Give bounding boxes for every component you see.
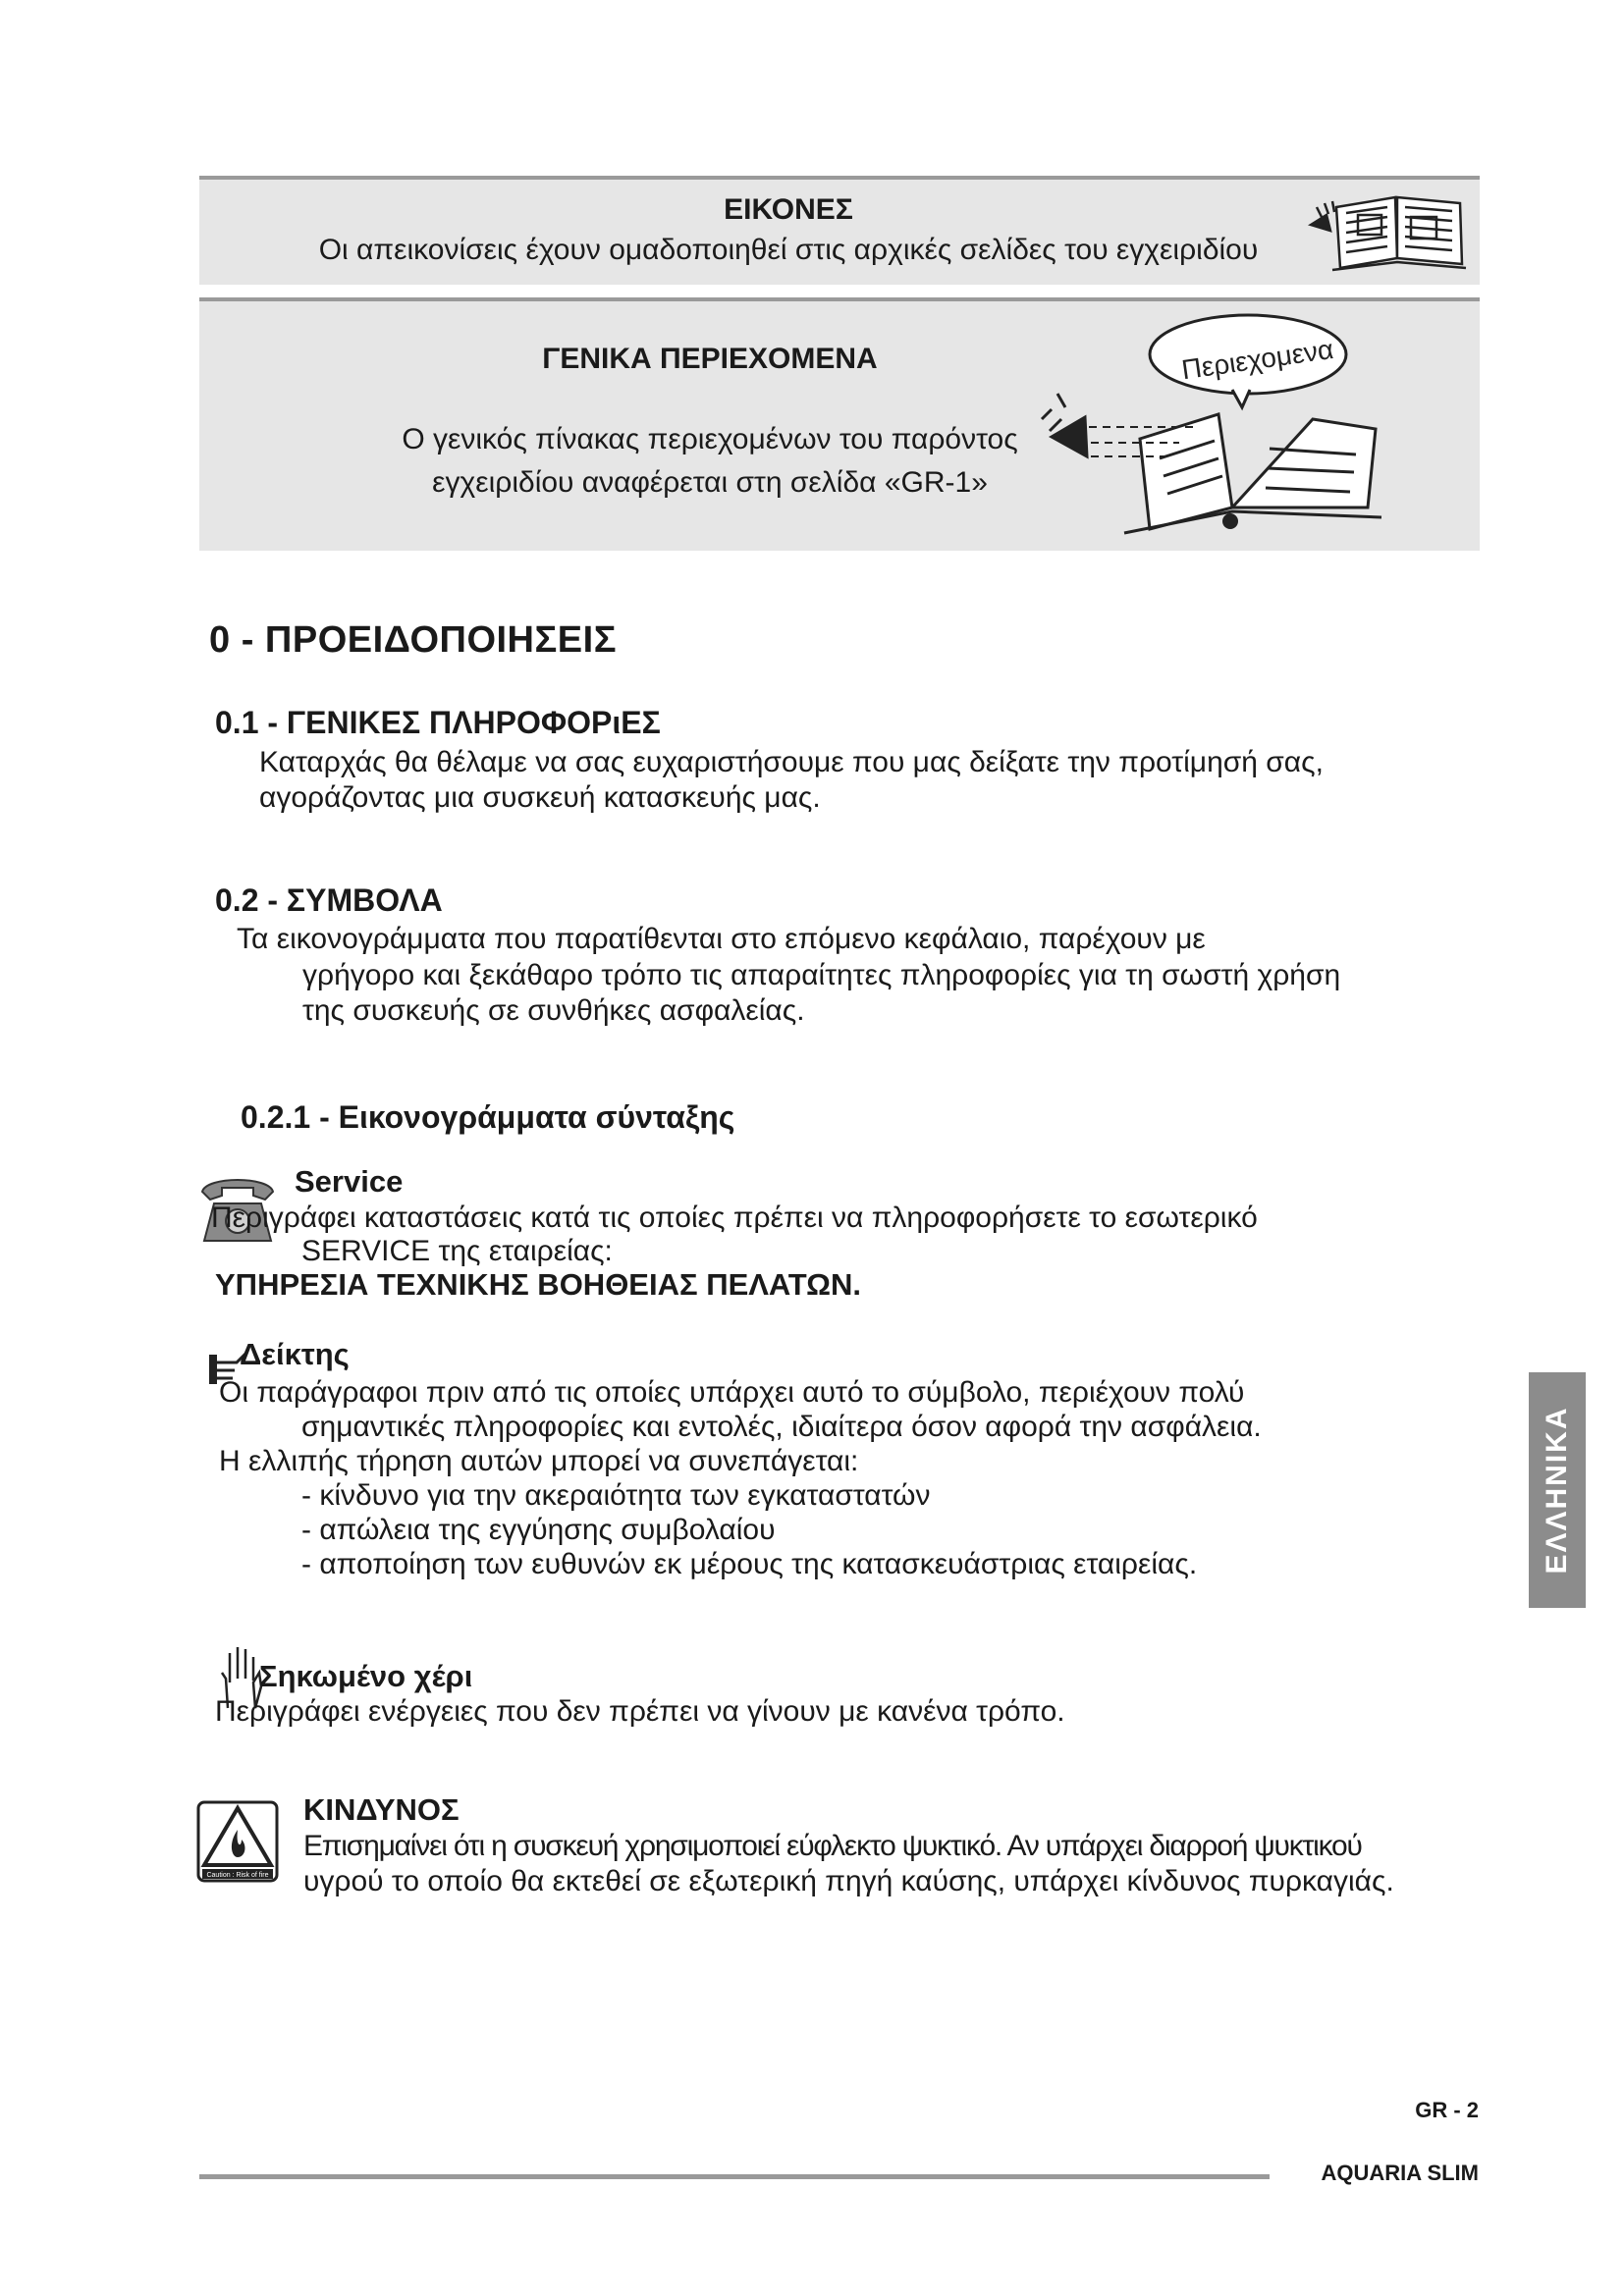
section-title: 0 - ΠΡΟΕΙΔΟΠΟΙΗΣΕΙΣ bbox=[209, 619, 618, 661]
model-name: AQUARIA SLIM bbox=[1321, 2161, 1479, 2185]
images-text: Οι απεικονίσεις έχουν ομαδοποιηθεί στις αρχικές σελίδες του εγχειριδίου bbox=[318, 234, 1259, 266]
pointer-bullet: - κίνδυνο για την ακεραιότητα των εγκαταστατών bbox=[301, 1479, 931, 1512]
fire-warning-icon bbox=[196, 1800, 279, 1883]
subsection-0-1-line-1: Καταρχάς θα θέλαμε να σας ευχαριστήσουμε που μας δείξατε την προτίμησή σας, bbox=[259, 746, 1324, 778]
fire-warning-caption: Caution : Risk of fire bbox=[206, 1872, 269, 1879]
pointer-line-2: σημαντικές πληροφορίες και εντολές, ιδιαίτερα όσον αφορά την ασφάλεια. bbox=[301, 1411, 1262, 1443]
subsection-0-2-line-1: Τα εικονογράμματα που παρατίθενται στο επόμενο κεφάλαιο, παρέχουν με bbox=[237, 923, 1206, 955]
raised-hand-title: Σηκωμένο χέρι bbox=[259, 1659, 473, 1693]
images-title: ΕΙΚΟΝΕΣ bbox=[724, 193, 853, 226]
contents-line-1: Ο γενικός πίνακας περιεχομένων του παρόντος bbox=[402, 423, 1018, 455]
contents-line-2: εγχειριδίου αναφέρεται στη σελίδα «GR-1» bbox=[432, 466, 988, 499]
danger-title: ΚΙΝΔΥΝΟΣ bbox=[303, 1792, 460, 1827]
pointer-bullet: - απώλεια της εγγύησης συμβολαίου bbox=[301, 1514, 776, 1546]
danger-line-2: υγρού το οποίο θα εκτεθεί σε εξωτερική πηγή καύσης, υπάρχει κίνδυνος πυρκαγιάς. bbox=[303, 1865, 1394, 1897]
pointer-bullet: - αποποίηση των ευθυνών εκ μέρους της κατασκευάστριας εταιρείας. bbox=[301, 1548, 1198, 1580]
pointer-title: Δείκτης bbox=[240, 1337, 350, 1371]
service-line-3: ΥΠΗΡΕΣΙΑ ΤΕΧΝΙΚΗΣ ΒΟΗΘΕΙΑΣ ΠΕΛΑΤΩΝ. bbox=[215, 1267, 861, 1302]
pointer-line-1: Οι παράγραφοι πριν από τις οποίες υπάρχει αυτό το σύμβολο, περιέχουν πολύ bbox=[219, 1376, 1245, 1409]
contents-book-icon bbox=[1022, 311, 1395, 539]
danger-line-1: Επισημαίνει ότι η συσκευή χρησιμοποιεί εύφλεκτο ψυκτικό. Αν υπάρχει διαρροή ψυκτικού bbox=[303, 1830, 1362, 1862]
subsection-0-1-title: 0.1 - ΓΕΝΙΚΕΣ ΠΛΗΡΟΦΟΡιΕΣ bbox=[215, 705, 661, 740]
subsection-0-2-line-3: της συσκευής σε συνθήκες ασφαλείας. bbox=[302, 994, 805, 1027]
contents-title: ΓΕΝΙΚΑ ΠΕΡΙΕΧΟΜΕΝΑ bbox=[542, 343, 878, 375]
service-title: Service bbox=[295, 1164, 404, 1199]
subsection-0-1-line-2: αγοράζοντας μια συσκευή κατασκευής μας. bbox=[259, 781, 821, 814]
images-info-box bbox=[199, 180, 1480, 285]
contents-badge-text: Περιεχομενα bbox=[1179, 333, 1336, 386]
subsection-0-2-1-title: 0.2.1 - Εικονογράμματα σύνταξης bbox=[241, 1099, 735, 1135]
language-tab bbox=[1529, 1372, 1586, 1608]
service-line-1: Περιγράφει καταστάσεις κατά τις οποίες πρέπει να πληροφορήσετε το εσωτερικό bbox=[211, 1201, 1258, 1234]
contents-info-box bbox=[199, 301, 1480, 551]
language-tab-label: ΕΛΛΗΝΙΚΑ bbox=[1541, 1406, 1573, 1575]
footer-rule bbox=[199, 2174, 1270, 2179]
raised-hand-line-1: Περιγράφει ενέργειες που δεν πρέπει να γίνουν με κανένα τρόπο. bbox=[215, 1695, 1065, 1728]
page-number: GR - 2 bbox=[1415, 2098, 1479, 2122]
pointer-line-3: Η ελλιπής τήρηση αυτών μπορεί να συνεπάγεται: bbox=[219, 1445, 859, 1477]
subsection-0-2-title: 0.2 - ΣΥΜΒΟΛΑ bbox=[215, 882, 443, 918]
subsection-0-2-line-2: γρήγορο και ξεκάθαρο τρόπο τις απαραίτητες πληροφορίες για τη σωστή χρήση bbox=[302, 959, 1341, 991]
service-line-2: SERVICE της εταιρείας: bbox=[301, 1235, 613, 1267]
open-book-eye-icon bbox=[1268, 187, 1474, 276]
